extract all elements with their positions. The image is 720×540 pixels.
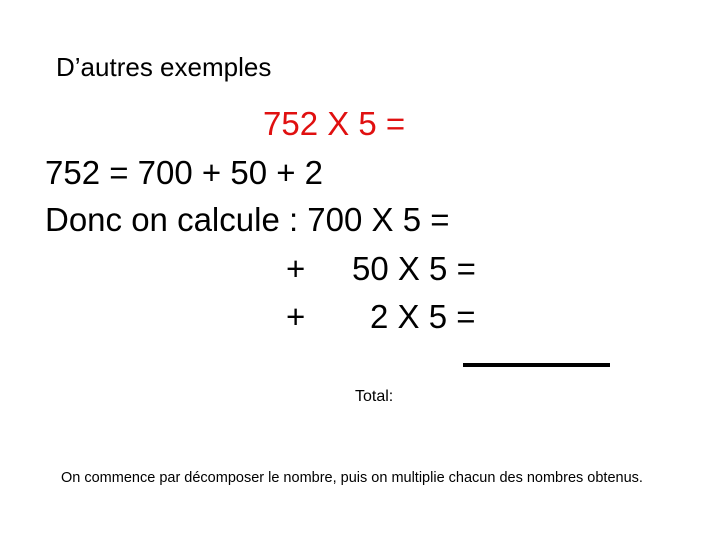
total-underline: [463, 363, 610, 367]
plus-sign-row-2: +: [286, 250, 306, 287]
calculation-intro-line: Donc on calcule : 700 X 5 =: [45, 201, 450, 238]
multiplication-row-2: 50 X 5 =: [352, 250, 476, 287]
slide-title: D’autres exemples: [56, 52, 272, 82]
multiplication-row-3: 2 X 5 =: [370, 298, 476, 335]
explanation-note: On commence par décomposer le nombre, puis on multiplie chacun des nombres obtenus.: [61, 470, 643, 486]
total-label: Total:: [355, 388, 394, 405]
decomposition-line: 752 = 700 + 50 + 2: [45, 154, 324, 191]
problem-expression: 752 X 5 =: [263, 105, 406, 142]
plus-sign-row-3: +: [286, 298, 306, 335]
